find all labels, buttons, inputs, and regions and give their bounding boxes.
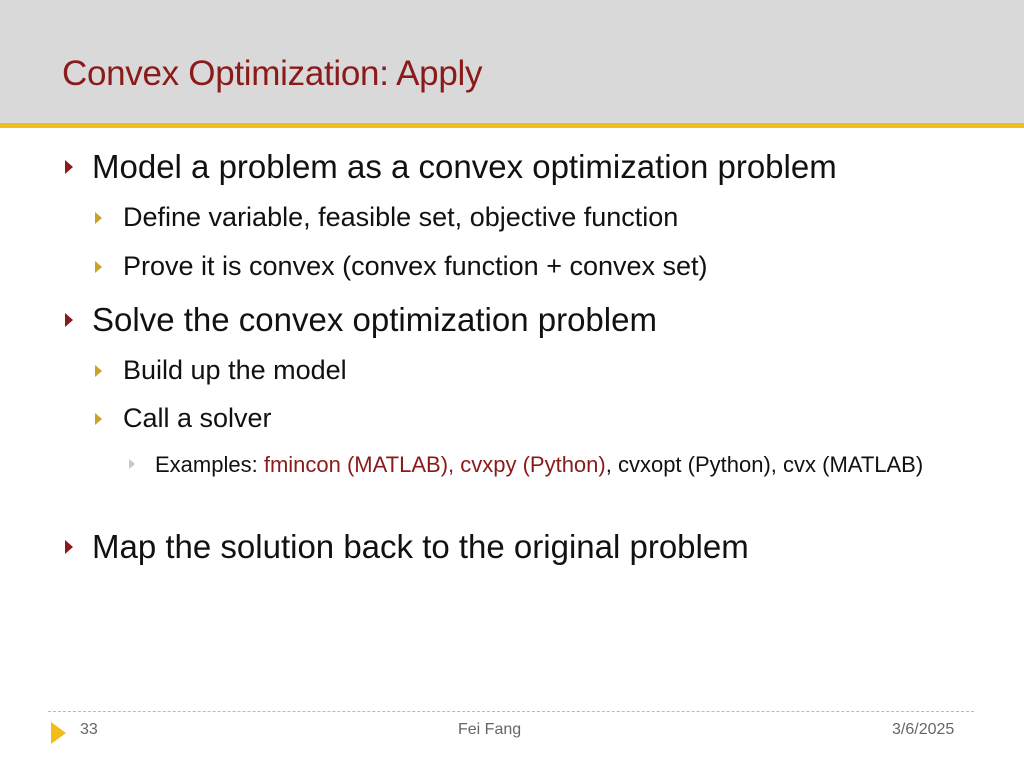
examples-prefix: Examples:	[155, 452, 264, 477]
triangle-right-icon	[65, 540, 73, 554]
bullet-text: Prove it is convex (convex function + convex set)	[123, 251, 708, 281]
other-solvers: , cvxopt (Python), cvx (MATLAB)	[605, 452, 924, 477]
highlighted-solvers: fmincon (MATLAB), cvxpy (Python)	[263, 452, 606, 477]
triangle-right-icon	[95, 365, 102, 377]
triangle-right-icon	[51, 722, 66, 744]
footer-divider	[48, 711, 974, 712]
triangle-right-icon	[129, 459, 135, 469]
bullet-text: Define variable, feasible set, objective function	[123, 202, 679, 232]
bullet-level2	[95, 355, 347, 386]
triangle-right-icon	[95, 261, 102, 273]
header-divider	[0, 123, 1024, 128]
triangle-right-icon	[65, 160, 73, 174]
footer-date: 3/6/2025	[892, 721, 955, 738]
bullet-level3	[129, 449, 969, 481]
triangle-right-icon	[95, 212, 102, 224]
triangle-right-icon	[95, 413, 102, 425]
bullet-text: Build up the model	[123, 355, 347, 385]
bullet-level2	[95, 202, 678, 233]
page-number: 33	[80, 721, 98, 738]
slide-title: Convex Optimization: Apply	[62, 54, 483, 93]
bullet-text	[155, 449, 923, 481]
bullet-level1	[65, 301, 657, 339]
bullet-level1	[65, 148, 837, 186]
bullet-text: Map the solution back to the original problem	[92, 528, 749, 565]
bullet-text: Solve the convex optimization problem	[92, 301, 657, 338]
bullet-level1	[65, 528, 749, 566]
bullet-level2	[95, 251, 708, 282]
footer-author: Fei Fang	[458, 721, 522, 738]
bullet-text: Call a solver	[123, 403, 272, 433]
bullet-text: Model a problem as a convex optimization problem	[92, 148, 837, 185]
triangle-right-icon	[65, 313, 73, 327]
bullet-level2	[95, 403, 272, 434]
